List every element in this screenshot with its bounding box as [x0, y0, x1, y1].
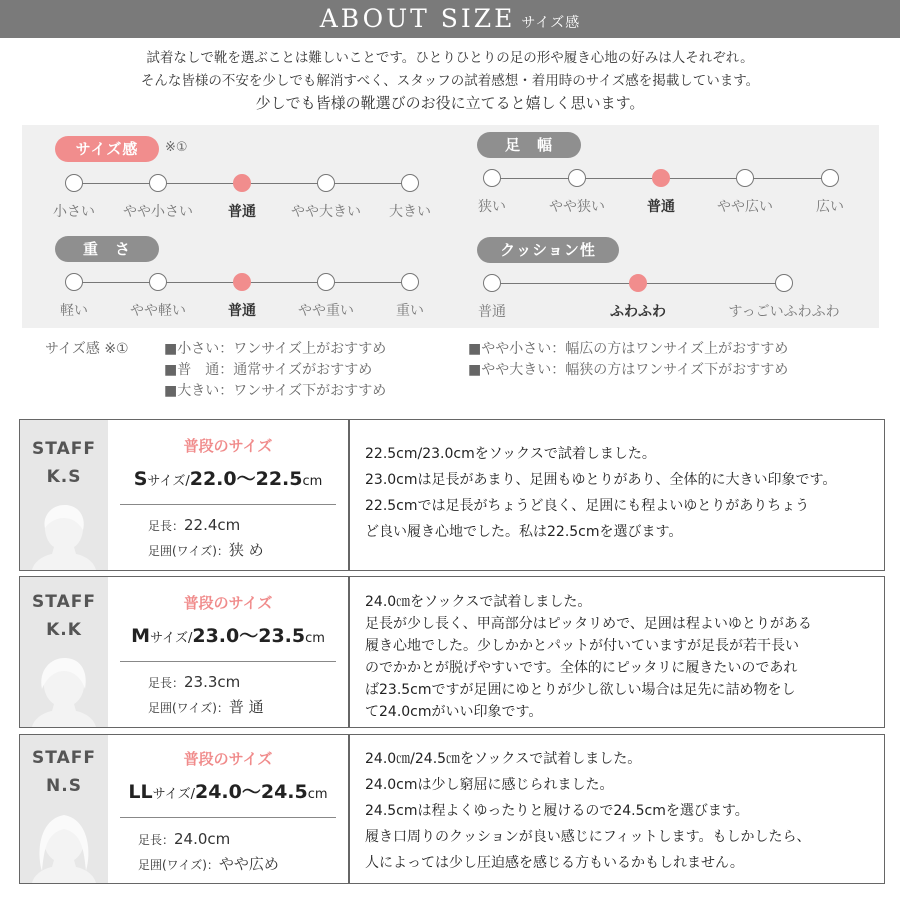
width-dot-1 [483, 169, 501, 187]
foot-width-value: 狭 め [228, 541, 264, 559]
divider [120, 817, 336, 818]
comment-line: 履き口周りのクッションが良い感じにフィットします。もしかしたら、 [365, 829, 811, 845]
vertical-divider [348, 735, 350, 883]
foot-length [148, 672, 240, 691]
size-word: サイズ/ [147, 474, 190, 489]
size-dot-1 [65, 174, 83, 192]
note-right-2: ■やや大きい：幅狭の方はワンサイズ下がおすすめ [468, 362, 789, 378]
staff-card-kk [19, 576, 885, 728]
cushion-dot-1 [483, 274, 501, 292]
title-ja: サイズ感 [521, 15, 581, 31]
size-option-3: 普通 [228, 204, 256, 220]
divider [120, 661, 336, 662]
foot-length-value: 23.3cm [184, 673, 241, 691]
size-dot-2 [149, 174, 167, 192]
foot-length [148, 515, 240, 534]
intro-line-2: そんな皆様の不安を少しでも解消すべく、スタッフの試着感想・着用時のサイズ感を掲載しています。 [140, 73, 760, 89]
usual-size-label: 普段のサイズ [183, 437, 273, 455]
weight-option-1: 軽い [60, 303, 88, 319]
weight-dot-5 [401, 273, 419, 291]
cushion-pill: クッション性 [477, 237, 619, 263]
title-en: ABOUT SIZE [319, 4, 516, 33]
foot-width-label: 足囲(ワイズ)： [148, 544, 229, 558]
foot-length-value: 22.4cm [184, 516, 241, 534]
vertical-divider [348, 577, 350, 727]
size-dot-5 [401, 174, 419, 192]
size-option-1: 小さい [53, 204, 95, 220]
size-option-5: 大きい [389, 204, 431, 220]
foot-width [148, 696, 264, 717]
foot-width-value: 普 通 [228, 698, 264, 716]
weight-option-2: やや軽い [130, 303, 186, 319]
staff-comment [365, 591, 875, 723]
size-letter: M [131, 625, 150, 647]
comment-line: 24.0cmは少し窮屈に感じられました。 [365, 777, 614, 793]
foot-length-value: 24.0cm [174, 830, 231, 848]
size-word: サイズ/ [152, 787, 195, 802]
weight-dot-2 [149, 273, 167, 291]
intro-line-3: 少しでも皆様の靴選びのお役に立てると嬉しく思います。 [255, 94, 645, 112]
foot-length-label: 足長： [148, 676, 185, 690]
comment-line: ば23.5cmですが足囲にゆとりが少し欲しい場合は足先に詰め物をし [365, 682, 796, 698]
size-range: 24.0〜24.5 [194, 781, 308, 803]
foot-length [138, 829, 230, 848]
width-option-5: 広い [816, 199, 844, 215]
width-option-1: 狭い [478, 199, 506, 215]
comment-line: 人によっては少し圧迫感を感じる方もいるかもしれません。 [365, 855, 744, 871]
comment-line: のでかかとが脱げやすいです。全体的にピッタリに履きたいのであれ [365, 660, 798, 676]
staff-side-panel [20, 577, 108, 727]
comment-line: ど良い履き心地でした。私は22.5cmを選びます。 [365, 524, 683, 540]
staff-silhouette-icon [28, 811, 100, 883]
cushion-dot-3 [775, 274, 793, 292]
divider [120, 504, 336, 505]
cushion-option-2: ふわふわ [610, 304, 666, 320]
width-option-4: やや広い [717, 199, 773, 215]
foot-length-label: 足長： [138, 833, 175, 847]
comment-line: 24.5cmは程よくゆったりと履けるので24.5cmを選びます。 [365, 803, 749, 819]
staff-card-ks [19, 419, 885, 571]
staff-silhouette-icon [28, 655, 100, 727]
staff-silhouette-icon [28, 500, 100, 570]
width-dot-2 [568, 169, 586, 187]
weight-dot-1 [65, 273, 83, 291]
usual-size-label: 普段のサイズ [183, 750, 273, 768]
size-range: 22.0〜22.5 [189, 468, 303, 490]
cushion-dot-2-selected [629, 274, 647, 292]
foot-width [148, 539, 264, 560]
foot-length-label: 足長： [148, 519, 185, 533]
size-range: 23.0〜23.5 [192, 625, 306, 647]
foot-width-pill: 足 幅 [477, 132, 581, 158]
note-left-2: ■普 通：通常サイズがおすすめ [164, 362, 373, 378]
staff-side-panel [20, 420, 108, 570]
intro-line-1: 試着なしで靴を選ぶことは難しいことです。ひとりひとりの足の形や履き心地の好みは人それぞれ。 [146, 50, 754, 66]
usual-size-value [108, 621, 348, 648]
foot-width-value: やや広め [218, 855, 279, 873]
note-left-3: ■大きい：ワンサイズ下がおすすめ [164, 383, 387, 399]
comment-line: 24.0㎝をソックスで試着しました。 [365, 594, 592, 610]
weight-dot-4 [317, 273, 335, 291]
usual-size-label: 普段のサイズ [183, 594, 273, 612]
size-feel-note-mark: ※① [165, 140, 188, 155]
comment-line: 22.5cmでは足長がちょうど良く、足囲にも程よいゆとりがありちょう [365, 498, 810, 514]
staff-label: STAFF [32, 748, 96, 768]
comment-line: 23.0cmは足長があまり、足囲もゆとりがあり、全体的に大きい印象です。 [365, 472, 837, 488]
size-option-2: やや小さい [123, 204, 193, 220]
staff-label: STAFF [32, 439, 96, 459]
weight-dot-3-selected [233, 273, 251, 291]
width-dot-5 [821, 169, 839, 187]
cushion-option-1: 普通 [478, 304, 506, 320]
size-unit: cm [302, 474, 323, 489]
usual-size-value [108, 777, 348, 804]
staff-initials: N.S [46, 776, 82, 796]
comment-line: て24.0cmがいい印象です。 [365, 704, 543, 720]
weight-option-3: 普通 [228, 303, 256, 319]
size-option-4: やや大きい [291, 204, 361, 220]
staff-initials: K.S [46, 467, 82, 487]
size-letter: LL [128, 781, 153, 803]
staff-card-ns [19, 734, 885, 884]
staff-comment [365, 441, 875, 545]
width-dot-4 [736, 169, 754, 187]
weight-option-5: 重い [396, 303, 424, 319]
size-unit: cm [307, 787, 328, 802]
staff-side-panel [20, 735, 108, 883]
notes-title: サイズ感 ※① [45, 341, 129, 357]
vertical-divider [348, 420, 350, 570]
foot-width-label: 足囲(ワイズ)： [148, 701, 229, 715]
note-right-1: ■やや小さい：幅広の方はワンサイズ上がおすすめ [468, 341, 789, 357]
comment-line: 22.5cm/23.0cmをソックスで試着しました。 [365, 446, 656, 462]
weight-option-4: やや重い [298, 303, 354, 319]
weight-pill: 重 さ [55, 236, 159, 262]
usual-size-value [108, 464, 348, 491]
size-word: サイズ/ [150, 631, 193, 646]
size-dot-3-selected [233, 174, 251, 192]
width-option-3: 普通 [647, 199, 675, 215]
size-dot-4 [317, 174, 335, 192]
staff-label: STAFF [32, 592, 96, 612]
note-left-1: ■小さい：ワンサイズ上がおすすめ [164, 341, 387, 357]
size-letter: S [133, 468, 148, 490]
foot-width [138, 853, 279, 874]
staff-comment [365, 746, 875, 876]
width-option-2: やや狭い [549, 199, 605, 215]
size-unit: cm [305, 631, 325, 646]
comment-line: 24.0㎝/24.5㎝をソックスで試着しました。 [365, 751, 642, 767]
page-title [0, 0, 900, 38]
size-feel-pill: サイズ感 [55, 136, 159, 162]
width-dot-3-selected [652, 169, 670, 187]
staff-initials: K.K [46, 620, 82, 640]
comment-line: 履き心地でした。少しかかとパットが付いていますが足長が若干長い [365, 638, 799, 654]
foot-width-label: 足囲(ワイズ)： [138, 858, 219, 872]
comment-line: 足長が少し長く、甲高部分はピッタリめで、足囲は程よいゆとりがある [365, 616, 812, 632]
cushion-option-3: すっごいふわふわ [728, 304, 840, 320]
